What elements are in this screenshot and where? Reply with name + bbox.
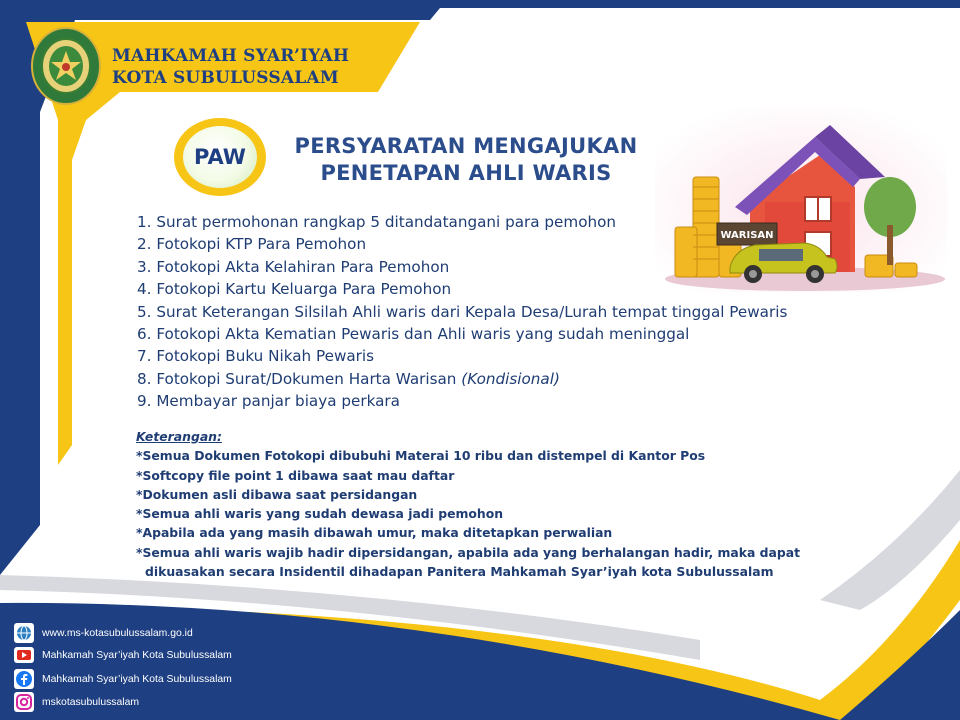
youtube-icon — [14, 645, 34, 665]
requirement-item: 7. Fotokopi Buku Nikah Pewaris — [137, 347, 375, 366]
notes-heading: Keterangan: — [136, 429, 222, 444]
paw-badge — [174, 118, 266, 196]
facebook-icon — [14, 669, 34, 689]
instagram-link[interactable] — [14, 692, 139, 712]
youtube-link[interactable] — [14, 645, 232, 665]
conditional-note: (Kondisional) — [461, 369, 560, 388]
requirement-item: 2. Fotokopi KTP Para Pemohon — [137, 235, 367, 254]
note-item: *Semua ahli waris yang sudah dewasa jadi pemohon — [136, 506, 504, 522]
requirement-item: 6. Fotokopi Akta Kematian Pewaris dan Ahli waris yang sudah meninggal — [137, 325, 690, 344]
warisan-sign-text: WARISAN — [720, 230, 774, 241]
note-item-continuation: dikuasakan secara Insidentil dihadapan Panitera Mahkamah Syar’iyah kota Subulussalam — [145, 564, 774, 580]
requirement-item: 8. Fotokopi Surat/Dokumen Harta Warisan (Kondisional) — [137, 369, 560, 388]
globe-icon — [14, 623, 34, 643]
requirement-item: 1. Surat permohonan rangkap 5 ditandatangani para pemohon — [137, 213, 617, 231]
facebook-link[interactable] — [14, 669, 232, 689]
page-title — [270, 133, 662, 187]
requirement-item: 5. Surat Keterangan Silsilah Ahli waris dari Kepala Desa/Lurah tempat tinggal Pewaris — [137, 302, 788, 321]
requirements-list — [137, 211, 787, 413]
note-item: *Semua ahli waris wajib hadir dipersidangan, apabila ada yang berhalangan hadir, maka dapat — [136, 544, 801, 560]
institution-name-line2: KOTA SUBULUSSALAM — [112, 68, 339, 88]
facebook-text: Mahkamah Syar’iyah Kota Subulussalam — [42, 673, 232, 685]
instagram-icon — [14, 692, 34, 712]
note-item: *Dokumen asli dibawa saat persidangan — [136, 486, 418, 502]
institution-name — [112, 45, 349, 89]
youtube-text: Mahkamah Syar’iyah Kota Subulussalam — [42, 649, 232, 661]
note-item: *Apabila ada yang masih dibawah umur, maka ditetapkan perwalian — [136, 525, 613, 541]
requirement-item: 4. Fotokopi Kartu Keluarga Para Pemohon — [137, 280, 452, 299]
requirement-item: 9. Membayar panjar biaya perkara — [137, 392, 400, 411]
court-logo — [31, 27, 101, 105]
institution-name-line1: MAHKAMAH SYAR’IYAH — [112, 46, 350, 66]
website-link[interactable] — [14, 623, 193, 643]
note-item: *Semua Dokumen Fotokopi dibubuhi Materai 10 ribu dan distempel di Kantor Pos — [136, 448, 706, 464]
instagram-text: mskotasubulussalam — [42, 696, 140, 708]
paw-badge-label: PAW — [183, 126, 257, 188]
requirement-item: 3. Fotokopi Akta Kelahiran Para Pemohon — [137, 257, 450, 276]
page-title-line1: PERSYARATAN MENGAJUKAN — [294, 134, 638, 158]
page-title-line2: PENETAPAN AHLI WARIS — [320, 161, 612, 185]
notes-section — [136, 427, 800, 581]
website-text: www.ms-kotasubulussalam.go.id — [42, 627, 193, 639]
note-item: *Softcopy file point 1 dibawa saat mau daftar — [136, 467, 455, 483]
